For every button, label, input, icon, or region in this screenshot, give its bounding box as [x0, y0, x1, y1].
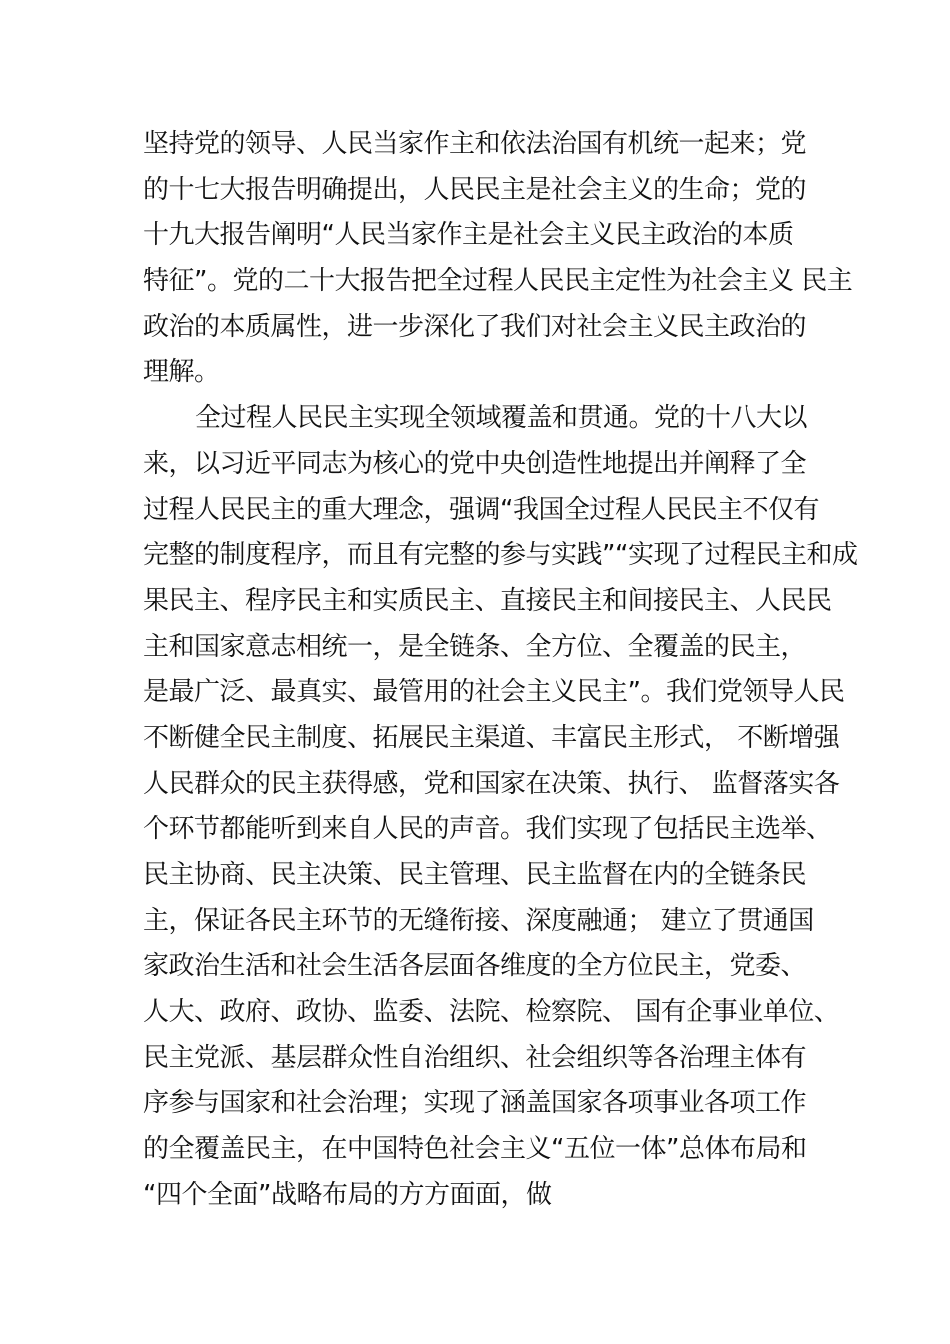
text-line: 主，保证各民主环节的无缝衔接、深度融通； 建立了贯通国	[143, 905, 814, 936]
paragraph-1	[143, 122, 853, 396]
text-line: 序参与国家和社会治理；实现了涵盖国家各项事业各项工作	[143, 1088, 807, 1119]
text-line: 政治的本质属性，进一步深化了我们对社会主义民主政治的	[143, 311, 807, 342]
text-line: 民主党派、基层群众性自治组织、社会组织等各治理主体有	[143, 1042, 807, 1073]
text-line: 过程人民民主的重大理念，强调“我国全过程人民民主不仅有	[143, 494, 819, 525]
body-text	[143, 122, 858, 1219]
text-line: 家政治生活和社会生活各层面各维度的全方位民主，党委、	[143, 951, 807, 982]
text-line: 特征”。党的二十大报告把全过程人民民主定性为社会主义 民主	[143, 266, 853, 297]
text-line: 的全覆盖民主，在中国特色社会主义“五位一体”总体布局和	[143, 1134, 807, 1165]
text-line: 不断健全民主制度、拓展民主渠道、丰富民主形式， 不断增强	[143, 722, 840, 753]
text-line: 人民群众的民主获得感，党和国家在决策、执行、 监督落实各	[143, 768, 840, 799]
text-line: “四个全面”战略布局的方方面面，做	[143, 1179, 552, 1210]
text-line: 主和国家意志相统一，是全链条、全方位、全覆盖的民主，	[143, 631, 807, 662]
text-line: 民主协商、民主决策、民主管理、民主监督在内的全链条民	[143, 860, 807, 890]
text-line: 理解。	[143, 357, 220, 388]
text-line: 个环节都能听到来自人民的声音。我们实现了包括民主选举、	[143, 814, 832, 845]
text-line: 是最广泛、最真实、最管用的社会主义民主”。我们党领导人民	[143, 677, 845, 708]
text-line: 十九大报告阐明“人民当家作主是社会主义民主政治的本质	[143, 220, 794, 251]
text-line: 完整的制度程序，而且有完整的参与实践”“实现了过程民主和成	[143, 540, 858, 571]
text-line: 果民主、程序民主和实质民主、直接民主和间接民主、人民民	[143, 585, 832, 616]
text-line: 人大、政府、政协、监委、法院、检察院、 国有企事业单位、	[143, 997, 840, 1028]
paragraph-2	[143, 396, 858, 1218]
text-line: 全过程人民民主实现全领域覆盖和贯通。党的十八大以	[195, 403, 808, 434]
text-line: 坚持党的领导、人民当家作主和依法治国有机统一起来；党	[143, 129, 807, 159]
text-line: 来，以习近平同志为核心的党中央创造性地提出并阐释了全	[143, 448, 807, 479]
text-line: 的十七大报告明确提出，人民民主是社会主义的生命；党的	[143, 174, 807, 205]
